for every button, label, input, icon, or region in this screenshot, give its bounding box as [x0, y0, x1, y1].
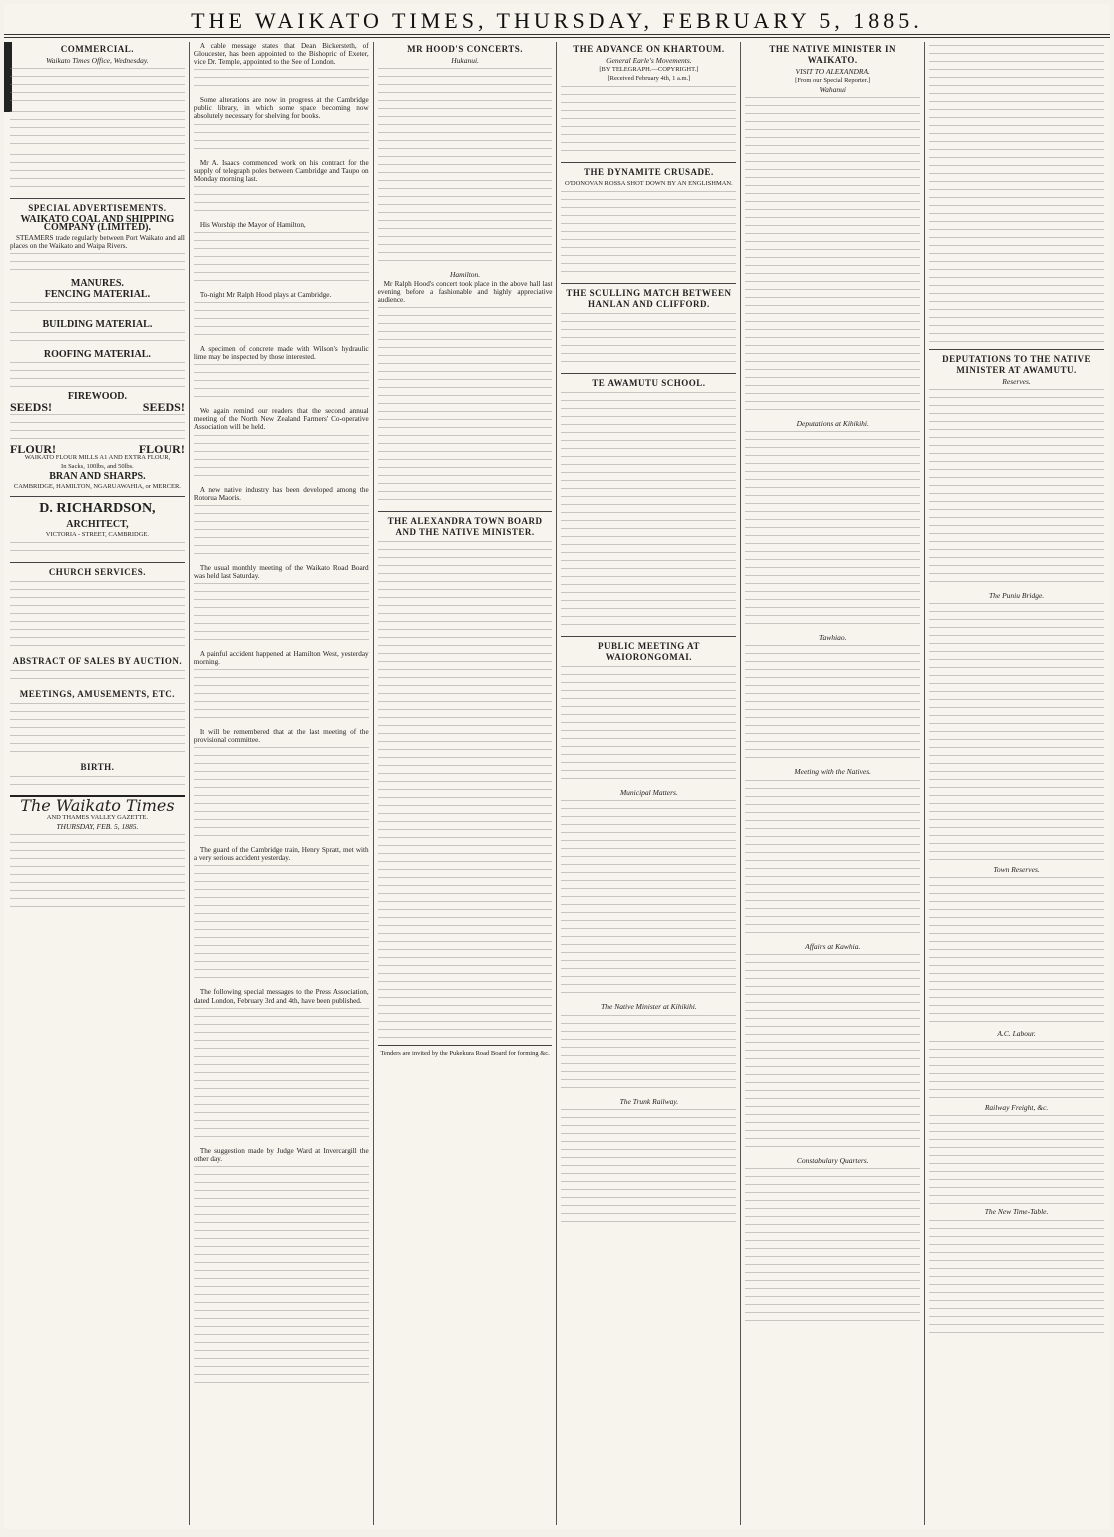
- divider: [10, 562, 185, 563]
- text-block: [929, 1041, 1104, 1101]
- time-table-subheading: The New Time-Table.: [984, 1207, 1049, 1217]
- text-block: [929, 389, 1104, 589]
- text-block: [10, 703, 185, 759]
- coal-shipping-ad: WAIKATO COAL AND SHIPPING COMPANY (LIMITED).: [20, 214, 175, 234]
- steamers-text: STEAMERS trade regularly between Port Waikato and all places on the Waikato and Waipa Rivers.: [10, 234, 185, 251]
- sculling-heading: THE SCULLING MATCH BETWEEN HANLAN AND CLIFFORD.: [566, 288, 732, 310]
- kihikihi-subheading: The Native Minister at Kihikihi.: [601, 1002, 697, 1012]
- text-block: [929, 1220, 1104, 1340]
- alexandra-subheading: VISIT TO ALEXANDRA.: [795, 67, 870, 76]
- text-block: [561, 666, 736, 786]
- seeds-right: SEEDS!: [142, 399, 185, 414]
- column-4: [557, 42, 741, 1525]
- flour-mills: WAIKATO FLOUR MILLS A1 AND EXTRA FLOUR,: [24, 454, 171, 462]
- telegraph-line: [BY TELEGRAPH.—COPYRIGHT.]: [599, 66, 699, 74]
- divider: [561, 283, 736, 284]
- column-5: [741, 42, 925, 1525]
- paragraph: We again remind our readers that the second annual meeting of the North New Zealand Farmers' Co-operative Association will be held.: [193, 407, 369, 432]
- text-block: [10, 302, 185, 318]
- kihikihi-deputations-subheading: Deputations at Kihikihi.: [796, 419, 869, 429]
- flour-sacks: In Sacks, 100lbs, and 50lbs.: [61, 463, 134, 471]
- divider: [10, 198, 185, 199]
- text-block: [10, 581, 185, 653]
- railway-freight-subheading: Railway Freight, &c.: [984, 1103, 1049, 1113]
- khartoum-subheading: General Earle's Movements.: [606, 56, 692, 65]
- municipal-subheading: Municipal Matters.: [619, 788, 678, 798]
- paragraph: To-night Mr Ralph Hood plays at Cambridge.: [199, 290, 332, 299]
- column-1: [6, 42, 190, 1525]
- text-block: [194, 364, 369, 404]
- text-block: [10, 68, 185, 108]
- divider: [378, 511, 553, 512]
- fencing-heading: FENCING MATERIAL.: [44, 288, 151, 300]
- awamutu-deputations-heading: DEPUTATIONS TO THE NATIVE MINISTER AT AWAMUTU.: [942, 354, 1091, 375]
- text-block: [561, 1015, 736, 1095]
- native-minister-heading: THE NATIVE MINISTER IN WAIKATO.: [769, 44, 897, 65]
- text-block: [745, 645, 920, 765]
- hamilton-subheading: Hamilton.: [449, 270, 481, 280]
- text-block: [194, 124, 369, 156]
- victoria-street: VICTORIA - STREET, CAMBRIDGE.: [45, 530, 150, 538]
- reserves-subheading: Reserves.: [1002, 377, 1031, 386]
- birth-heading: BIRTH.: [80, 761, 115, 772]
- text-block: [745, 97, 920, 417]
- divider: [378, 1045, 553, 1046]
- text-block: [194, 186, 369, 218]
- text-block: [194, 865, 369, 985]
- text-block: [194, 1166, 369, 1386]
- text-block: [929, 45, 1104, 345]
- school-heading: TE AWAMUTU SCHOOL.: [592, 378, 706, 389]
- text-block: [194, 669, 369, 725]
- columns: [6, 42, 1108, 1525]
- kawhia-subheading: Affairs at Kawhia.: [805, 941, 861, 951]
- text-block: [929, 877, 1104, 1027]
- received-line: [Received February 4th, 1 a.m.]: [607, 75, 691, 83]
- text-block: [10, 154, 185, 194]
- hood-concerts-heading: MR HOOD'S CONCERTS.: [407, 44, 524, 54]
- text-block: [745, 780, 920, 940]
- paper-subtitle: AND THAMES VALLEY GAZETTE.: [46, 813, 149, 821]
- divider: [561, 373, 736, 374]
- text-block: [929, 603, 1104, 863]
- paragraph: The guard of the Cambridge train, Henry Spratt, met with a very serious accident yesterday.: [193, 846, 369, 863]
- text-block: [194, 505, 369, 561]
- paragraph: A cable message states that Dean Bickersteth, of Gloucester, has been appointed to the Bishopric of Exeter, vice Dr. Temple, appointed to the See of London.: [193, 42, 369, 67]
- commercial-dateline: Waikato Times Office, Wednesday.: [46, 56, 149, 65]
- paragraph: The suggestion made by Judge Ward at Invercargill the other day.: [193, 1146, 369, 1163]
- text-block: [194, 302, 369, 342]
- text-block: [194, 69, 369, 93]
- paragraph: Mr A. Isaacs commenced work on his contract for the supply of telegraph poles between Cambridge and Taupo on Monday morning last.: [193, 158, 369, 183]
- column-2: [190, 42, 374, 1525]
- text-block: [194, 583, 369, 647]
- paragraph: His Worship the Mayor of Hamilton,: [199, 220, 306, 229]
- constabulary-subheading: Constabulary Quarters.: [796, 1155, 869, 1165]
- text-block: [194, 232, 369, 288]
- text-block: [561, 392, 736, 632]
- text-block: [561, 313, 736, 369]
- richardson-name: D. RICHARDSON,: [39, 500, 156, 516]
- masthead-rule: [4, 34, 1110, 35]
- text-block: [10, 414, 185, 442]
- town-board-heading: THE ALEXANDRA TOWN BOARD AND THE NATIVE MINISTER.: [387, 516, 543, 538]
- text-block: [561, 86, 736, 158]
- paragraph: Some alterations are now in progress at the Cambridge public library, in which some space becoming now absolutely necessary for shelving for books.: [193, 96, 369, 121]
- text-block: [378, 68, 553, 268]
- text-block: [10, 542, 185, 558]
- text-block: [561, 1109, 736, 1229]
- natives-meeting-subheading: Meeting with the Natives.: [794, 767, 872, 777]
- firewood-heading: FIREWOOD.: [67, 390, 127, 402]
- bran-heading: BRAN AND SHARPS.: [49, 471, 146, 483]
- divider: [561, 636, 736, 637]
- dynamite-heading: THE DYNAMITE CRUSADE.: [584, 167, 714, 178]
- flour-left: FLOUR!: [10, 442, 56, 457]
- church-heading: CHURCH SERVICES.: [48, 566, 147, 577]
- text-block: [194, 747, 369, 843]
- commercial-heading: COMMERCIAL.: [60, 44, 135, 54]
- text-block: [745, 954, 920, 1154]
- paragraph: A new native industry has been developed among the Rotorua Maoris.: [193, 485, 369, 502]
- text-block: [378, 541, 553, 1041]
- text-block: [10, 776, 185, 790]
- town-reserves-subheading: Town Reserves.: [993, 865, 1040, 875]
- issue-date: THURSDAY, FEB. 5, 1885.: [56, 821, 139, 831]
- column-6: [925, 42, 1108, 1525]
- roofing-heading: ROOFING MATERIAL.: [43, 348, 151, 360]
- masthead-rule-2: [4, 37, 1110, 38]
- flour-right: FLOUR!: [138, 442, 185, 457]
- text-block: [10, 362, 185, 390]
- seeds-row: [10, 399, 185, 414]
- text-block: [745, 431, 920, 631]
- seeds-left: SEEDS!: [10, 399, 53, 414]
- text-block: [561, 191, 736, 279]
- paragraph: The usual monthly meeting of the Waikato Road Board was held last Saturday.: [193, 563, 369, 580]
- abstract-heading: ABSTRACT OF SALES BY AUCTION.: [12, 655, 183, 666]
- architect-label: ARCHITECT,: [66, 518, 129, 530]
- text-block: [10, 111, 185, 151]
- trunk-railway-subheading: The Trunk Railway.: [619, 1096, 679, 1106]
- text-block: [745, 1168, 920, 1328]
- dynamite-subheading: O'DONOVAN ROSSA SHOT DOWN BY AN ENGLISHMAN.: [565, 180, 733, 188]
- waiorongomai-heading: PUBLIC MEETING AT WAIORONGOMAI.: [597, 641, 700, 663]
- text-block: [378, 307, 553, 507]
- reporter-line: [From our Special Reporter.]: [795, 77, 871, 85]
- manures-heading: MANURES.: [70, 278, 124, 290]
- text-block: [10, 670, 185, 686]
- tenders-notice: Tenders are invited by the Pukekura Road Board for forming &c.: [380, 1050, 550, 1058]
- meetings-heading: MEETINGS, AMUSEMENTS, ETC.: [19, 688, 176, 699]
- hukanui-subheading: Hukanui.: [451, 56, 479, 65]
- divider: [561, 162, 736, 163]
- paragraph: The following special messages to the Press Association, dated London, February 3rd and 4th, have been published.: [193, 988, 369, 1005]
- tawhiao-subheading: Tawhiao.: [819, 633, 847, 643]
- text-block: [929, 1115, 1104, 1205]
- text-block: [10, 834, 185, 914]
- puniu-bridge-subheading: The Puniu Bridge.: [988, 591, 1045, 601]
- text-block: [10, 253, 185, 277]
- column-3: [374, 42, 558, 1525]
- ac-labour-subheading: A.C. Labour.: [997, 1029, 1036, 1039]
- wahanui-subheading: Wahanui: [819, 85, 846, 95]
- divider: [929, 349, 1104, 350]
- paragraph: Mr Ralph Hood's concert took place in the above hall last evening before a fashionable and highly appreciative audience.: [377, 280, 553, 305]
- paragraph: It will be remembered that at the last meeting of the provisional committee.: [193, 728, 369, 745]
- newspaper-page: [4, 4, 1110, 1529]
- text-block: [10, 332, 185, 348]
- paragraph: A specimen of concrete made with Wilson's hydraulic lime may be inspected by those interested.: [193, 345, 369, 362]
- text-block: [194, 1008, 369, 1144]
- building-heading: BUILDING MATERIAL.: [42, 318, 153, 330]
- flour-row: [10, 442, 185, 457]
- towns-list: CAMBRIDGE, HAMILTON, NGARUAWAHIA, or MERCER.: [13, 483, 181, 491]
- masthead: THE WAIKATO TIMES, THURSDAY, FEBRUARY 5, 1885.: [191, 8, 923, 33]
- text-block: [194, 435, 369, 483]
- paper-title: The Waikato Times: [20, 795, 175, 815]
- special-ads-heading: SPECIAL ADVERTISEMENTS.: [28, 203, 167, 214]
- divider: [10, 496, 185, 497]
- khartoum-heading: THE ADVANCE ON KHARTOUM.: [573, 44, 725, 54]
- text-block: [561, 800, 736, 1000]
- paragraph: A painful accident happened at Hamilton West, yesterday morning.: [193, 649, 369, 666]
